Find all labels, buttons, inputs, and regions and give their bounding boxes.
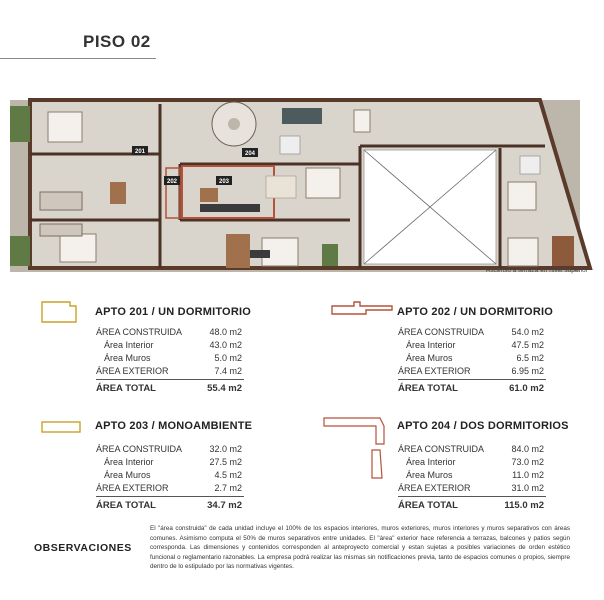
label-204: 204: [245, 151, 256, 157]
title-divider: [0, 58, 156, 59]
unit-201-row-label: Área Interior: [104, 340, 154, 350]
unit-203-divider: [96, 496, 244, 497]
bed-5: [508, 182, 536, 210]
unit-204-row-label: Área Muros: [406, 470, 453, 480]
unit-201-row-value: 48.0 m2: [209, 327, 242, 337]
dining-table-2: [200, 188, 218, 202]
unit-202-row-label: Área Muros: [406, 353, 453, 363]
unit-202-name: APTO 202 / UN DORMITORIO: [397, 306, 553, 318]
unit-203-total-value: 34.7 m2: [207, 500, 242, 511]
unit-204-shape-icon: [322, 414, 392, 480]
unit-203-row-value: 4.5 m2: [214, 470, 242, 480]
sofa-1: [40, 192, 82, 210]
wood-panel: [226, 234, 250, 268]
unit-203-row-label: ÁREA EXTERIOR: [96, 483, 169, 493]
unit-202-shape-icon: [330, 300, 394, 324]
unit-202-row-label: ÁREA CONSTRUIDA: [398, 327, 485, 337]
unit-202-row-label: ÁREA EXTERIOR: [398, 366, 471, 376]
observaciones-text: El "área construida" de cada unidad incluye el 100% de los espacios interiores, muros exteriores, muros interiores y muros separativos con áreas comunes. Asimismo computa el 50% de muros separativos entre unidades. El "área" exterior hace referencia a terrazas, balcones y patios según corresponda. Las dimensiones y contenidos corresponden al anteproyecto comercial y estan sujetas a posibles variaciones de orden estético funcional o reglamentario razonables. La empresa podrá realizar las mismas sin notificaciones previa, tanto de espacios comunes o propios, siempre dentro de lo estipulado por las normativas vigentes.: [150, 525, 570, 571]
unit-203-shape-icon: [40, 420, 82, 434]
unit-204-name: APTO 204 / DOS DORMITORIOS: [397, 420, 569, 432]
bed-3: [306, 168, 340, 198]
bath-2: [520, 156, 540, 174]
dining-table-3: [354, 110, 370, 132]
unit-202-card: [300, 300, 604, 400]
unit-203-row-value: 32.0 m2: [209, 444, 242, 454]
unit-204-row-label: ÁREA CONSTRUIDA: [398, 444, 485, 454]
spiral-stair-core: [228, 118, 240, 130]
kitchen-counter: [200, 204, 260, 212]
planter-top-left: [10, 106, 30, 142]
bath-1: [280, 136, 300, 154]
unit-201-total-value: 55.4 m2: [207, 383, 242, 394]
unit-204-row-value: 84.0 m2: [511, 444, 544, 454]
unit-201-row-label: Área Muros: [104, 353, 151, 363]
unit-203-row-label: ÁREA CONSTRUIDA: [96, 444, 183, 454]
label-202: 202: [167, 179, 178, 185]
unit-203-name: APTO 203 / MONOAMBIENTE: [95, 420, 253, 432]
unit-204-row-value: 11.0 m2: [512, 470, 544, 480]
unit-204-divider: [398, 496, 546, 497]
planter-bottom-left: [10, 236, 30, 266]
unit-203-row-label: Área Interior: [104, 457, 154, 467]
plan-note: Ascenso a terraza en nivel superior: [486, 267, 588, 274]
unit-201-card: [0, 300, 300, 400]
unit-201-row-label: ÁREA EXTERIOR: [96, 366, 169, 376]
unit-202-row-value: 6.95 m2: [511, 366, 544, 376]
unit-204-total-label: ÁREA TOTAL: [398, 500, 458, 511]
label-203: 203: [219, 179, 230, 185]
sofa-2: [40, 224, 82, 236]
unit-203-row-value: 27.5 m2: [209, 457, 242, 467]
rug-1: [266, 176, 296, 198]
unit-202-total-label: ÁREA TOTAL: [398, 383, 458, 394]
unit-204-row-label: Área Interior: [406, 457, 456, 467]
unit-203-card: [0, 412, 300, 517]
bed-6: [508, 238, 538, 266]
unit-201-divider: [96, 379, 244, 380]
unit-202-row-label: Área Interior: [406, 340, 456, 350]
planter-bottom-mid: [322, 244, 338, 266]
unit-201-row-label: ÁREA CONSTRUIDA: [96, 327, 183, 337]
unit-204-total-value: 115.0 m2: [504, 500, 544, 511]
unit-203-row-label: Área Muros: [104, 470, 151, 480]
unit-201-row-value: 5.0 m2: [214, 353, 242, 363]
unit-201-row-value: 43.0 m2: [209, 340, 242, 350]
wood-panel-2: [552, 236, 574, 266]
unit-204-card: [300, 412, 604, 517]
floor-plan: [0, 96, 604, 276]
unit-201-name: APTO 201 / UN DORMITORIO: [95, 306, 251, 318]
sofa-3: [282, 108, 322, 124]
unit-202-row-value: 54.0 m2: [511, 327, 544, 337]
label-201: 201: [135, 149, 146, 155]
unit-204-row-value: 31.0 m2: [511, 483, 544, 493]
unit-201-shape-icon: [40, 300, 80, 324]
unit-203-row-value: 2.7 m2: [214, 483, 242, 493]
unit-202-divider: [398, 379, 546, 380]
page-title: PISO 02: [83, 32, 151, 51]
unit-202-total-value: 61.0 m2: [509, 383, 544, 394]
bed-2: [60, 234, 96, 262]
unit-201-row-value: 7.4 m2: [214, 366, 242, 376]
unit-203-total-label: ÁREA TOTAL: [96, 500, 156, 511]
unit-204-row-value: 73.0 m2: [511, 457, 544, 467]
unit-204-row-label: ÁREA EXTERIOR: [398, 483, 471, 493]
observaciones-title: OBSERVACIONES: [34, 542, 132, 554]
unit-202-row-value: 6.5 m2: [516, 353, 544, 363]
dining-table-1: [110, 182, 126, 204]
unit-202-row-value: 47.5 m2: [511, 340, 544, 350]
bed-1: [48, 112, 82, 142]
unit-201-total-label: ÁREA TOTAL: [96, 383, 156, 394]
